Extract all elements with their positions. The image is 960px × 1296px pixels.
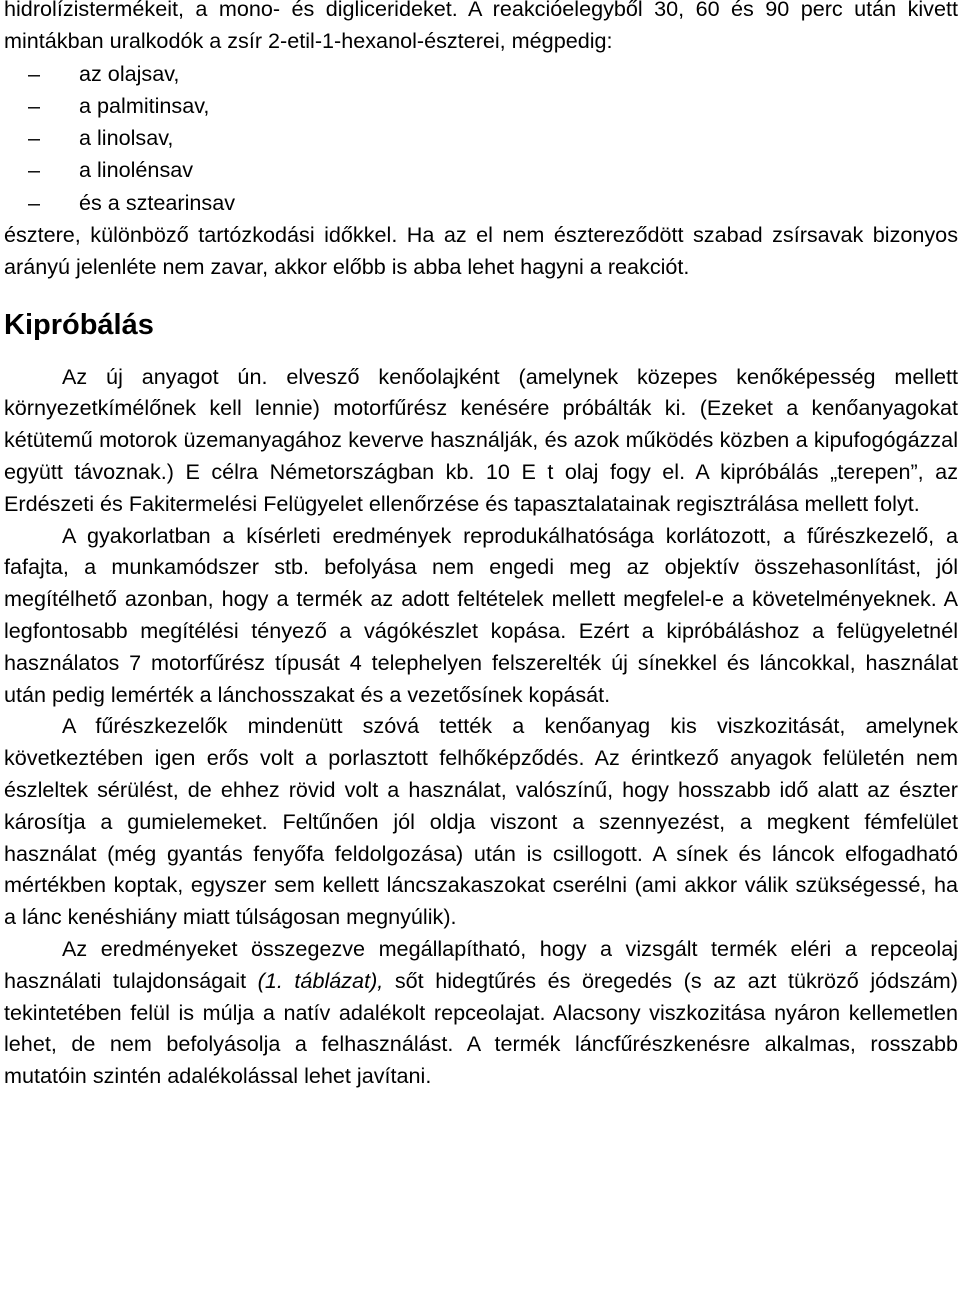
list-item	[4, 154, 958, 186]
after-list-paragraph: észtere, különböző tartózkodási időkkel. Ha az el nem észtereződött szabad zsírsavak bizonyos arányú jelenléte nem zavar, akkor előbb is abba lehet hagyni a reakciót.	[4, 222, 958, 280]
list-dash: –	[28, 189, 41, 215]
list-item	[4, 90, 958, 122]
list-item-label: az olajsav,	[79, 60, 180, 86]
list-dash: –	[28, 157, 41, 183]
section-heading: Kipróbálás	[4, 308, 154, 341]
list-item-label: és a sztearinsav	[79, 189, 236, 215]
fatty-acid-list	[4, 58, 958, 219]
paragraph-observations: A fűrészkezelők mindenütt szóvá tették a kenőanyag kis viszkozitását, amelynek következtében igen erős volt a porlasztott felhőképződés. Az érintkező anyagok felületén nem észleltek sérülést, de ehhez rövid volt a használat, valószínű, hogy hosszabb idő alatt az észter károsítja a gumielemeket. Feltűnően jól oldja viszont a szennyezést, a megkent fémfelület használat (még gyantás fenyőfa feldolgozása) után is csillogott. A sínek és láncok elfogadható mértékben koptak, egyszer sem kellett láncszakaszokat cserélni (ami akkor válik szükségessé, ha a lánc kenéshiány miatt túlságosan megnyúlik).	[4, 713, 958, 930]
document-body	[4, 0, 958, 1092]
paragraph-practice: A gyakorlatban a kísérleti eredmények reprodukálhatósága korlátozott, a fűrészkezelő, a fafajta, a munkamódszer stb. befolyása nem engedi meg az objektív összehasonlítást, jól megítélhető azonban, hogy a termék az adott feltételek mellett megfelel-e a követelményeknek. A legfontosabb megítélési tényező a vágókészlet kopása. Ezért a kipróbáláshoz a felügyeletnél használatos 7 motorfűrész típusát 4 telephelyen felszerelték új sínekkel és láncokkal, használat után pedig lemérték a lánchosszakat és a vezetősínek kopását.	[4, 522, 958, 707]
paragraph-trial: Az új anyagot ún. elvesző kenőolajként (amelynek közepes kenőképesség mellett környezetkímélőnek kell lennie) motorfűrész kenésére próbálták ki. (Ezeket a kenőanyagokat kétütemű motorok üzemanyagához keverve használják, és azok működés közben a kipufogógázzal együtt távoznak.) E célra Németországban kb. 10 E t olaj fogy el. A kipróbálás „terepen”, az Erdészeti és Fakitermelési Felügyelet ellenőrzése és tapasztalatainak regisztrálása mellett folyt.	[4, 363, 958, 516]
list-item	[4, 58, 958, 90]
list-dash: –	[28, 92, 41, 118]
list-item	[4, 187, 958, 219]
list-item	[4, 122, 958, 154]
list-item-label: a linolénsav	[79, 157, 194, 183]
list-dash: –	[28, 125, 41, 151]
summary-text-start: Az eredményeket összegezve megállapítható, hogy a vizsgált termék eléri a repceolaj használati tulajdonságait	[4, 936, 958, 993]
list-item-label: a linolsav,	[79, 125, 174, 151]
intro-paragraph: hidrolízistermékeit, a mono- és diglicerideket. A reakcióelegyből 30, 60 és 90 perc után kivett mintákban uralkodók a zsír 2-etil-1-hexanol-észterei, mégpedig:	[4, 0, 958, 54]
paragraph-summary	[4, 933, 958, 1092]
list-dash: –	[28, 60, 41, 86]
list-item-label: a palmitinsav,	[79, 92, 210, 118]
table-reference: (1. táblázat),	[257, 967, 384, 993]
summary-text-end: sőt hidegtűrés és öregedés (s az azt tükröző jódszám) tekintetében felül is múlja a natív adalékolt repceolajat. Alacsony viszkozitása nyáron kellemetlen lehet, de nem befolyásolja a felhasználást. A termék láncfűrészkenésre alkalmas, rosszabb mutatóin szintén adalékolással lehet javítani.	[4, 967, 958, 1089]
